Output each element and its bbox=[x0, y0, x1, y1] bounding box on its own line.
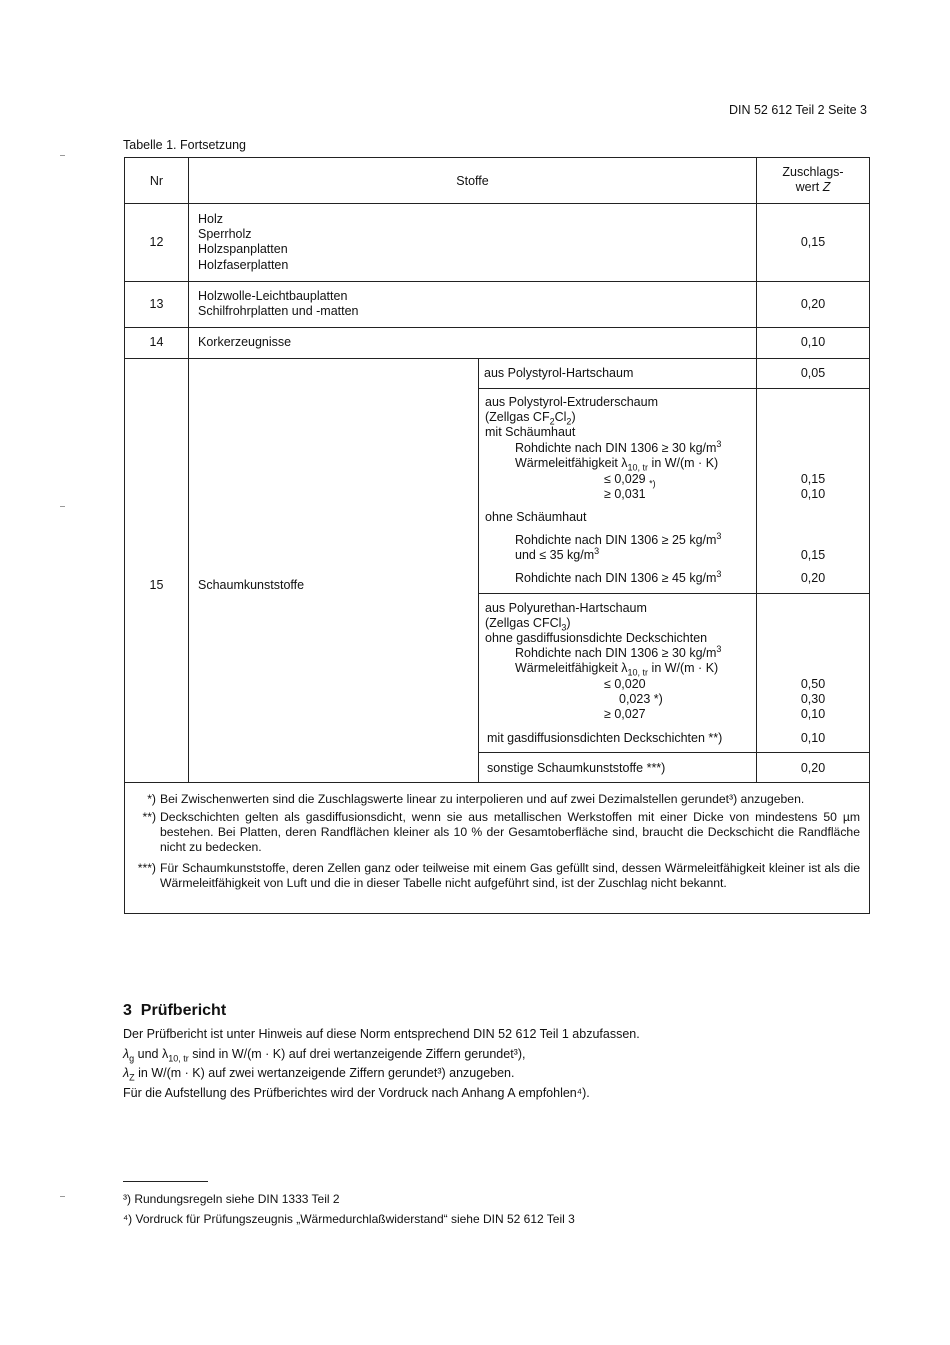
margin-mark bbox=[60, 155, 65, 156]
row15-label: Schaumkunststoffe bbox=[198, 578, 305, 592]
mit-deckschichten: mit gasdiffusionsdichten Deckschichten **) bbox=[487, 731, 723, 745]
ohne-schaeumhaut-criteria: Rohdichte nach DIN 1306 ≥ 25 $kg/m^3$ und ≤ 35 $kg/m^3$ bbox=[515, 530, 722, 563]
row-value: 0,15 bbox=[800, 548, 826, 562]
row-value-triple: 0,50 0,30 0,10 bbox=[800, 677, 826, 722]
table-note: **) Deckschichten gelten als gasdiffusionsdicht, wenn sie aus metallischen Werkstoffen mit einer Dicke von mindestens 50 µm bestehen. Bei Platten, deren Randflächen kleiner als 10 % der Gesamtoberfläche sind, braucht die Deckschicht die Randfläche nicht zu bedecken. bbox=[142, 810, 860, 855]
row-value: 0,20 bbox=[800, 761, 826, 775]
rohdichte-45: Rohdichte nach DIN 1306 ≥ 45 $kg/m^3$ bbox=[515, 568, 722, 585]
row-value: 0,20 bbox=[800, 297, 826, 311]
col-header-zuschlag: Zuschlags- wert Z bbox=[782, 165, 844, 195]
margin-mark bbox=[60, 1196, 65, 1197]
ps-extruder-thresholds: ≤ 0,029 $_{*)}$ ≥ 0,031 bbox=[604, 472, 656, 502]
pur-criteria: Rohdichte nach DIN 1306 ≥ 30 $kg/m^3$ Wärmeleitfähigkeit $\lambda_{10, tr}$ in W/(m · K) bbox=[515, 643, 722, 678]
row12-items: Holz Sperrholz Holzspanplatten Holzfaserplatten bbox=[198, 212, 289, 272]
pur-block: aus Polyurethan-Hartschaum (Zellgas CFCl$_3$) ohne gasdiffusionsdichte Deckschichten bbox=[485, 601, 708, 646]
ps-extruder-criteria: Rohdichte nach DIN 1306 ≥ 30 $kg/m^3$ Wärmeleitfähigkeit $\lambda_{10, tr}$ in W/(m · K) bbox=[515, 438, 722, 473]
row-value: 0,15 bbox=[800, 235, 826, 249]
row14-item: Korkerzeugnisse bbox=[198, 335, 292, 349]
section-heading: 3 Prüfbericht bbox=[123, 1002, 227, 1019]
row-nr: 15 bbox=[149, 578, 164, 592]
sonstige: sonstige Schaumkunststoffe ***) bbox=[487, 761, 666, 775]
row-value: 0,10 bbox=[800, 335, 826, 349]
row-value: 0,20 bbox=[800, 571, 826, 585]
table-caption: Tabelle 1. Fortsetzung bbox=[123, 138, 246, 152]
footnote-rule bbox=[123, 1181, 208, 1182]
row-value: 0,05 bbox=[800, 366, 826, 380]
row-nr: 14 bbox=[149, 335, 164, 349]
col-header-nr: Nr bbox=[149, 174, 164, 188]
ps-hartschaum: aus Polystyrol-Hartschaum bbox=[484, 366, 634, 380]
footnote: ³) Rundungsregeln siehe DIN 1333 Teil 2 bbox=[123, 1192, 340, 1206]
row13-items: Holzwolle-Leichtbauplatten Schilfrohrplatten und -matten bbox=[198, 289, 359, 319]
running-head: DIN 52 612 Teil 2 Seite 3 bbox=[728, 103, 867, 117]
ohne-schaeumhaut: ohne Schäumhaut bbox=[485, 510, 587, 524]
ps-extruder-block: aus Polystyrol-Extruderschaum (Zellgas $CF_2Cl_2$) mit Schäumhaut bbox=[485, 395, 658, 440]
row-value-pair: 0,15 0,10 bbox=[800, 472, 826, 502]
row-nr: 13 bbox=[149, 297, 164, 311]
section-body: Der Prüfbericht ist unter Hinweis auf diese Norm entsprechend DIN 52 612 Teil 1 abzufassen. $\lambda_g$ und $\lambda_{10, tr}$ sind in W/(m · K) auf drei wertanzeigende Ziffern gerundet³), $\lambda_Z$ in W/(m · K) auf zwei wertanzeigende Ziffern gerundet³) anzugeben. Für die Aufstellung des Prüfberichtes wird der Vordruck nach Anhang A empfohlen⁴). bbox=[123, 1027, 640, 1100]
row-nr: 12 bbox=[149, 235, 164, 249]
table-note: ***) Für Schaumkunststoffe, deren Zellen ganz oder teilweise mit einem Gas gefüllt sind, dessen Wärmeleitfähigkeit kleiner ist als die Wärmeleitfähigkeit von Luft und die in dieser Tabelle nicht aufgeführt sind, ist der Zuschlag nicht bekannt. bbox=[137, 861, 860, 891]
footnotes bbox=[123, 1189, 575, 1229]
row-value: 0,10 bbox=[800, 731, 826, 745]
pur-thresholds: ≤ 0,020 0,023 *) ≥ 0,027 bbox=[604, 677, 663, 722]
margin-mark bbox=[60, 506, 65, 507]
footnote: ⁴) Vordruck für Prüfungszeugnis „Wärmedurchlaßwiderstand“ siehe DIN 52 612 Teil 3 bbox=[123, 1212, 575, 1226]
col-header-stoffe: Stoffe bbox=[456, 174, 489, 188]
